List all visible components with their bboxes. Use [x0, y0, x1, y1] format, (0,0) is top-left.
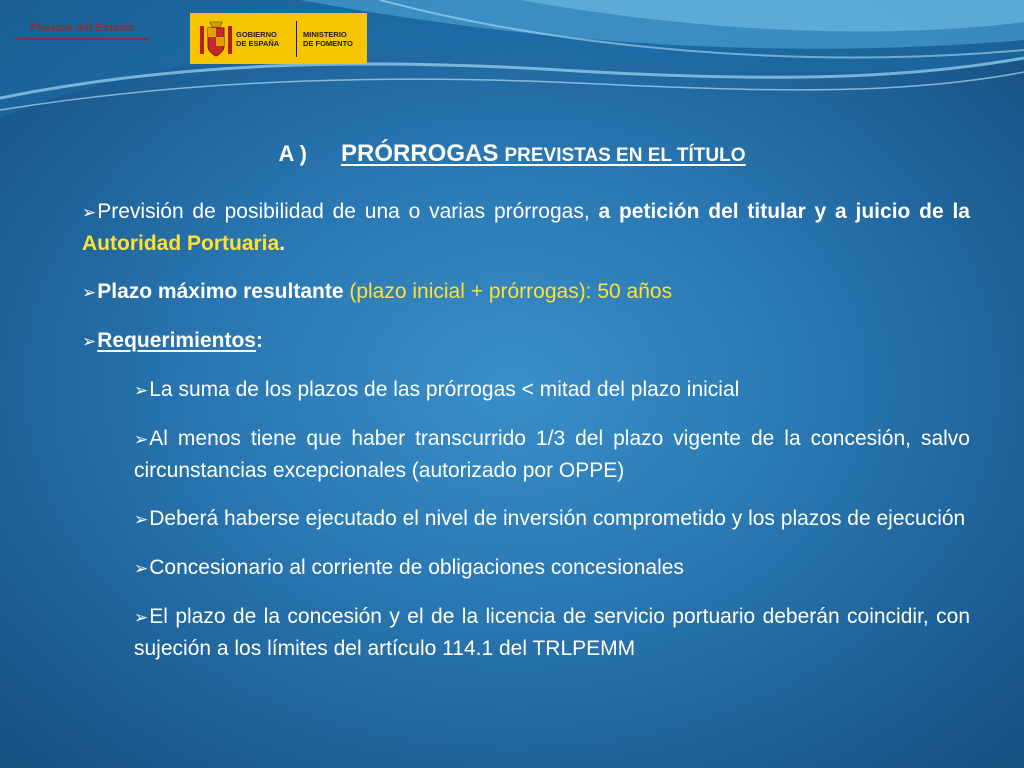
sub-bullet-4-text: Concesionario al corriente de obligaciones concesionales	[149, 556, 684, 579]
min-line-1: MINISTERIO	[303, 29, 347, 39]
title-word-1: PRÓRROGAS	[340, 140, 499, 167]
gobierno-label	[236, 30, 294, 48]
bullet-1	[82, 196, 970, 259]
slide-title	[0, 140, 1024, 168]
sub-bullet-5-text: El plazo de la concesión y el de la licencia de servicio portuario deberán coincidir, con sujeción a los límites del artículo 114.1 del TRLPEMM	[134, 605, 970, 660]
arrow-bullet-icon: ➢	[82, 332, 97, 351]
bullet-2	[82, 276, 970, 308]
sub-bullet-3	[134, 503, 970, 535]
sub-bullet-1	[134, 374, 970, 406]
gov-line-1: GOBIERNO	[236, 29, 277, 39]
bullet-3	[82, 325, 970, 357]
sub-bullet-1-text: La suma de los plazos de las prórrogas < mitad del plazo inicial	[149, 378, 740, 401]
brand-underline	[14, 38, 150, 40]
gobierno-ministerio-logo	[190, 13, 367, 64]
sub-bullet-4	[134, 552, 970, 584]
header-wave-decoration	[0, 0, 1024, 130]
brand-text: Puertos del Estado	[30, 22, 134, 34]
title-prefix: A )	[278, 141, 307, 166]
arrow-bullet-icon: ➢	[134, 381, 149, 400]
coat-of-arms-icon	[196, 18, 236, 60]
title-rest: PREVISTAS EN EL TÍTULO	[504, 145, 746, 166]
bullet-3-text-a: Requerimientos	[97, 329, 256, 352]
sub-bullet-3-text: Deberá haberse ejecutado el nivel de inversión comprometido y los plazos de ejecución	[149, 507, 966, 530]
puertos-del-estado-logo	[14, 22, 150, 40]
slide-body	[82, 196, 970, 681]
arrow-bullet-icon: ➢	[134, 559, 149, 578]
arrow-bullet-icon: ➢	[134, 510, 149, 529]
gov-line-2: DE ESPAÑA	[236, 38, 280, 48]
arrow-bullet-icon: ➢	[82, 203, 97, 222]
arrow-bullet-icon: ➢	[134, 430, 149, 449]
ministerio-label	[303, 30, 361, 48]
bullet-3-text-b: :	[255, 329, 263, 352]
bullet-1-text-a: Previsión de posibilidad de una o varias prórrogas,	[97, 200, 599, 223]
arrow-bullet-icon: ➢	[82, 283, 97, 302]
sub-bullet-2	[134, 423, 970, 486]
bullet-1-text-c: Autoridad Portuaria	[82, 232, 280, 255]
bullet-1-text-d: .	[279, 232, 286, 255]
min-line-2: DE FOMENTO	[303, 38, 353, 48]
sub-bullet-5	[134, 601, 970, 664]
sub-bullet-2-text: Al menos tiene que haber transcurrido 1/3 del plazo vigente de la concesión, salvo circunstancias excepcionales (autorizado por OPPE)	[134, 427, 970, 482]
bullet-1-text-b: a petición del titular y a juicio de la	[598, 200, 970, 223]
logo-divider	[296, 21, 297, 57]
arrow-bullet-icon: ➢	[134, 608, 149, 627]
bullet-2-text-a: Plazo máximo resultante	[97, 280, 344, 303]
bullet-2-text-b: (plazo inicial + prórrogas): 50 años	[343, 280, 673, 303]
title-underlined	[341, 141, 746, 166]
